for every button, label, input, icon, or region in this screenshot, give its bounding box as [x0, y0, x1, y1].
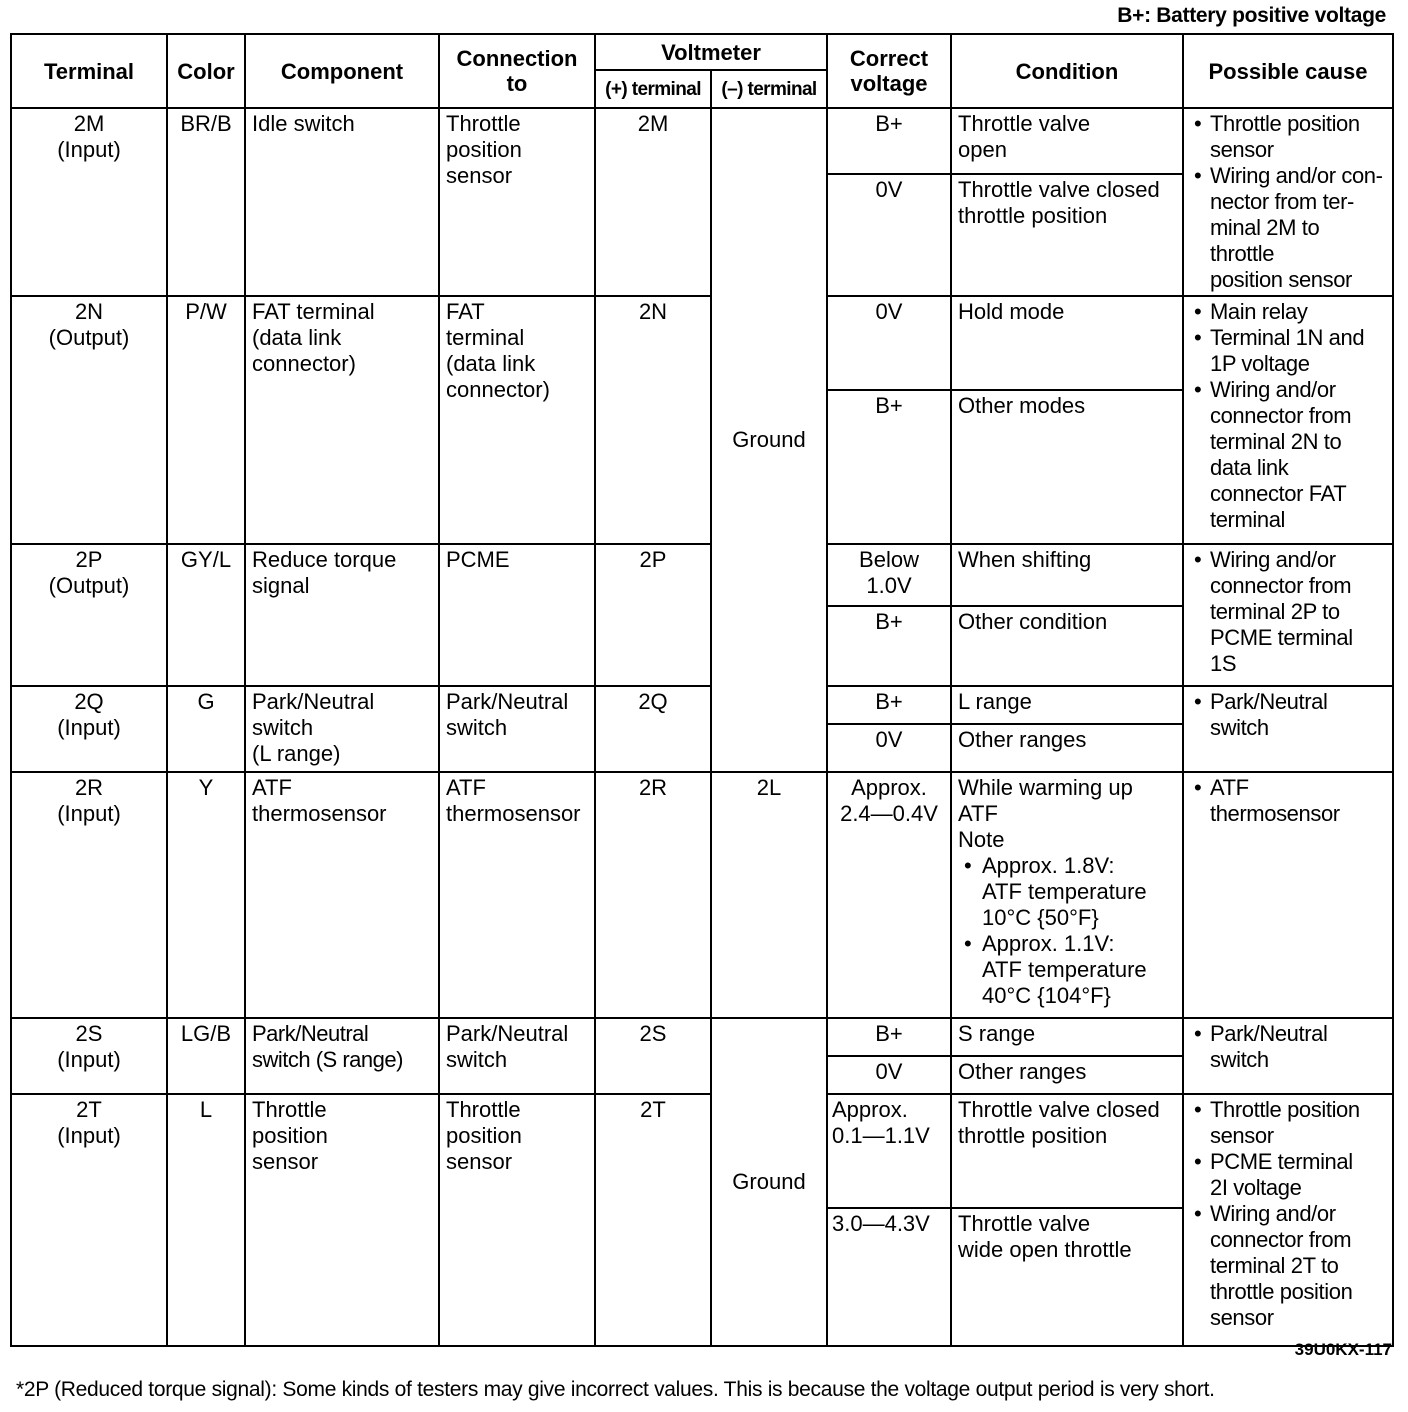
color-cell: LG/B: [167, 1018, 245, 1094]
condition-cell: When shifting: [951, 544, 1183, 606]
cause-item: • Throttle position sensor: [1210, 1097, 1386, 1149]
plus-terminal-cell: 2N: [595, 296, 711, 544]
header-component: Component: [245, 34, 439, 108]
possible-cause-cell: [1183, 296, 1393, 544]
cause-item: • Throttle position sensor: [1210, 111, 1386, 163]
terminal-cell: 2P (Output): [11, 544, 167, 686]
condition-cell: Other ranges: [951, 1056, 1183, 1094]
table-row-2t: [11, 1094, 1393, 1208]
table-row-2p: [11, 544, 1393, 606]
cause-item: • Park/Neutral switch: [1210, 1021, 1386, 1073]
terminal-cell: 2Q (Input): [11, 686, 167, 772]
connection-cell: Throttle position sensor: [439, 1094, 595, 1346]
possible-cause-cell: [1183, 1018, 1393, 1094]
terminal-cell: 2M (Input): [11, 108, 167, 296]
possible-cause-cell: [1183, 1094, 1393, 1346]
color-cell: BR/B: [167, 108, 245, 296]
table-row-2q: [11, 686, 1393, 724]
voltage-cell: 0V: [827, 724, 951, 772]
table-row-2m: [11, 108, 1393, 174]
cause-list: [1190, 111, 1386, 293]
possible-cause-cell: [1183, 108, 1393, 296]
connection-cell: ATF thermosensor: [439, 772, 595, 1018]
color-cell: G: [167, 686, 245, 772]
connection-cell: Park/Neutral switch: [439, 1018, 595, 1094]
cause-list: [1190, 299, 1386, 533]
plus-terminal-cell: 2M: [595, 108, 711, 296]
cause-item: • Wiring and/or connector from terminal 2T to throttle position sensor: [1210, 1201, 1386, 1331]
condition-cell: S range: [951, 1018, 1183, 1056]
condition-cell: L range: [951, 686, 1183, 724]
note-list: [958, 853, 1176, 1009]
connection-cell: Park/Neutral switch: [439, 686, 595, 772]
color-cell: P/W: [167, 296, 245, 544]
condition-cell: [951, 772, 1183, 1018]
cause-item: • ATF thermosensor: [1210, 775, 1386, 827]
cause-item: • Wiring and/or connector from terminal 2P to PCME terminal 1S: [1210, 547, 1386, 677]
condition-text: While warming up ATF: [958, 775, 1133, 826]
possible-cause-cell: [1183, 686, 1393, 772]
voltage-cell: B+: [827, 108, 951, 174]
voltage-cell: Below 1.0V: [827, 544, 951, 606]
connection-cell: PCME: [439, 544, 595, 686]
color-cell: GY/L: [167, 544, 245, 686]
condition-cell: Throttle valve closed throttle position: [951, 174, 1183, 296]
component-cell: Reduce torque signal: [245, 544, 439, 686]
footnote: *2P (Reduced torque signal): Some kinds of testers may give incorrect values. This is because the voltage output period is very short.: [16, 1378, 1215, 1401]
cause-item: • Main relay: [1210, 299, 1386, 325]
table-row-2n: [11, 296, 1393, 390]
color-cell: L: [167, 1094, 245, 1346]
connection-cell: Throttle position sensor: [439, 108, 595, 296]
header-voltmeter: Voltmeter: [595, 34, 827, 70]
possible-cause-cell: [1183, 772, 1393, 1018]
plus-terminal-cell: 2P: [595, 544, 711, 686]
table-row-2r: [11, 772, 1393, 1018]
color-cell: Y: [167, 772, 245, 1018]
cause-item: • Park/Neutral switch: [1210, 689, 1386, 741]
component-cell: Idle switch: [245, 108, 439, 296]
header-possible-cause: Possible cause: [1183, 34, 1393, 108]
ground-cell: Ground: [711, 1018, 827, 1346]
condition-cell: Throttle valve open: [951, 108, 1183, 174]
voltage-cell: Approx. 2.4—0.4V: [827, 772, 951, 1018]
cause-list: [1190, 1021, 1386, 1073]
voltage-cell: 0V: [827, 1056, 951, 1094]
component-cell: Park/Neutral switch (S range): [245, 1018, 439, 1094]
voltage-cell: B+: [827, 686, 951, 724]
cause-item: • Terminal 1N and 1P voltage: [1210, 325, 1386, 377]
plus-terminal-cell: 2R: [595, 772, 711, 1018]
condition-cell: Other condition: [951, 606, 1183, 686]
terminal-voltage-table: [10, 33, 1394, 1347]
legend-note: B+: Battery positive voltage: [1117, 4, 1386, 27]
minus-terminal-cell: 2L: [711, 772, 827, 1018]
cause-list: [1190, 689, 1386, 741]
component-cell: Throttle position sensor: [245, 1094, 439, 1346]
plus-terminal-cell: 2S: [595, 1018, 711, 1094]
terminal-cell: 2S (Input): [11, 1018, 167, 1094]
condition-cell: Throttle valve wide open throttle: [951, 1208, 1183, 1346]
header-connection-to: Connection to: [439, 34, 595, 108]
note-item: • Approx. 1.8V: ATF temperature 10°C {50°F}: [982, 853, 1176, 931]
header-terminal: Terminal: [11, 34, 167, 108]
component-cell: Park/Neutral switch (L range): [245, 686, 439, 772]
header-correct-voltage: Correct voltage: [827, 34, 951, 108]
voltage-cell: 3.0—4.3V: [827, 1208, 951, 1346]
possible-cause-cell: [1183, 544, 1393, 686]
voltage-cell: B+: [827, 606, 951, 686]
header-condition: Condition: [951, 34, 1183, 108]
ground-cell: Ground: [711, 108, 827, 772]
figure-id: 39U0KX-117: [1294, 1340, 1392, 1359]
terminal-cell: 2T (Input): [11, 1094, 167, 1346]
condition-cell: Other ranges: [951, 724, 1183, 772]
plus-terminal-cell: 2T: [595, 1094, 711, 1346]
voltage-cell: B+: [827, 390, 951, 544]
plus-terminal-cell: 2Q: [595, 686, 711, 772]
component-cell: ATF thermosensor: [245, 772, 439, 1018]
connection-cell: FAT terminal (data link connector): [439, 296, 595, 544]
note-item: • Approx. 1.1V: ATF temperature 40°C {104°F}: [982, 931, 1176, 1009]
voltage-cell: 0V: [827, 296, 951, 390]
condition-cell: Other modes: [951, 390, 1183, 544]
cause-item: • Wiring and/or con- nector from ter- minal 2M to throttle position sensor: [1210, 163, 1386, 293]
header-minus-terminal: (–) terminal: [711, 70, 827, 108]
cause-item: • Wiring and/or connector from terminal 2N to data link connector FAT terminal: [1210, 377, 1386, 533]
cause-list: [1190, 1097, 1386, 1331]
condition-cell: Hold mode: [951, 296, 1183, 390]
voltage-cell: B+: [827, 1018, 951, 1056]
cause-list: [1190, 547, 1386, 677]
note-label: Note: [958, 827, 1005, 852]
voltage-cell: 0V: [827, 174, 951, 296]
header-plus-terminal: (+) terminal: [595, 70, 711, 108]
header-color: Color: [167, 34, 245, 108]
cause-item: • PCME terminal 2I voltage: [1210, 1149, 1386, 1201]
table-row-2s: [11, 1018, 1393, 1056]
cause-list: [1190, 775, 1386, 827]
terminal-cell: 2N (Output): [11, 296, 167, 544]
voltage-cell: Approx. 0.1—1.1V: [827, 1094, 951, 1208]
condition-cell: Throttle valve closed throttle position: [951, 1094, 1183, 1208]
terminal-cell: 2R (Input): [11, 772, 167, 1018]
component-cell: FAT terminal (data link connector): [245, 296, 439, 544]
